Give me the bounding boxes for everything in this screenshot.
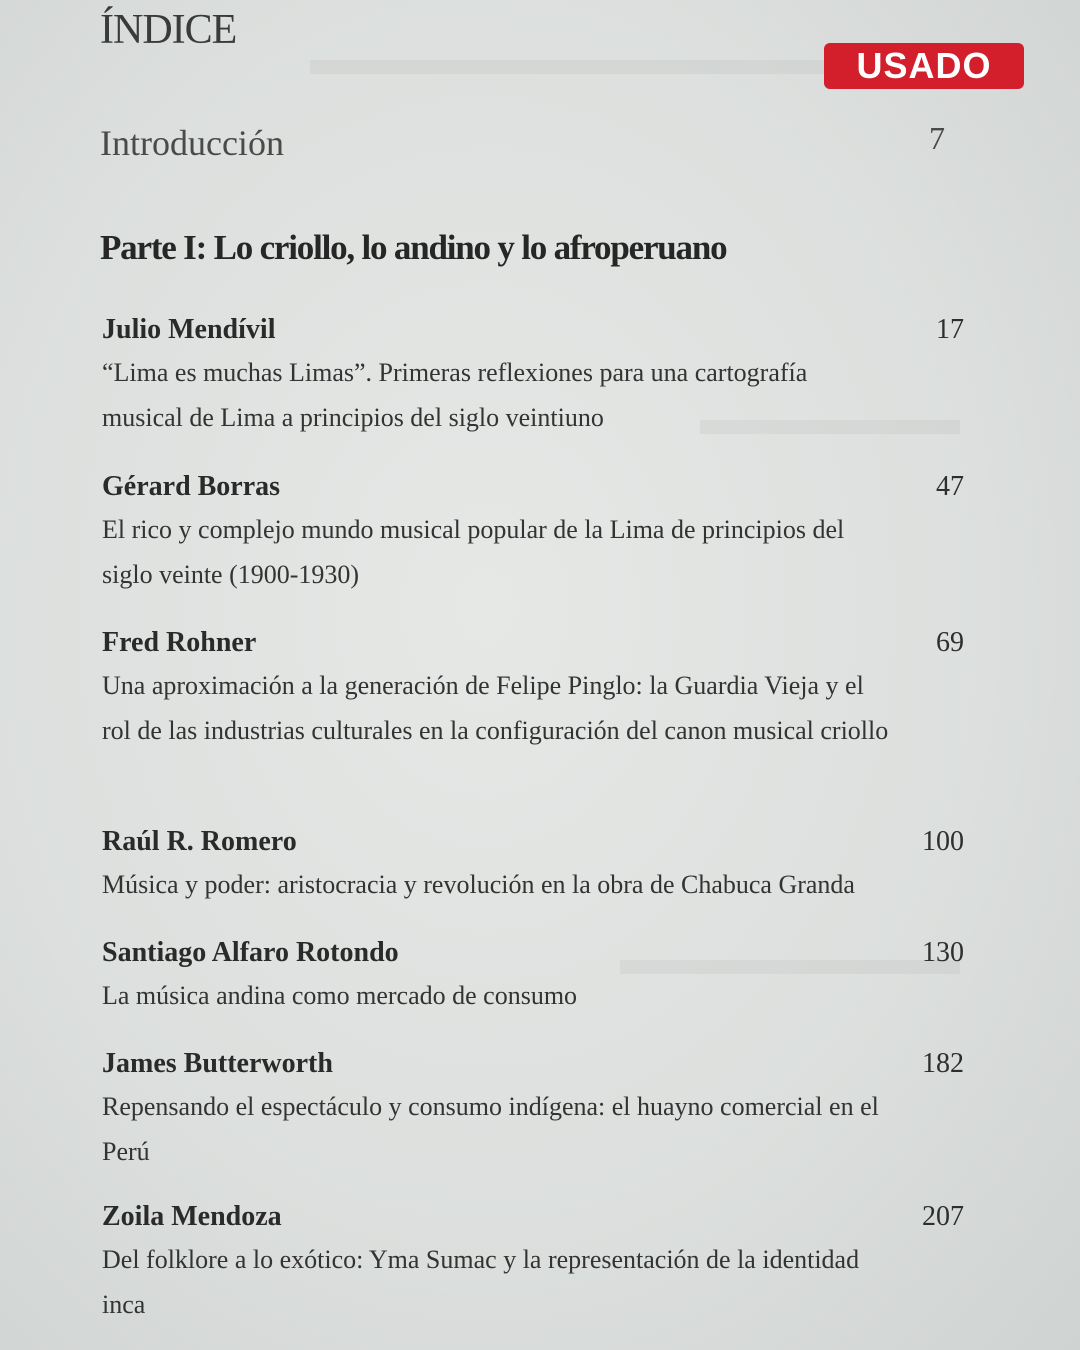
entry-author: Zoila Mendoza <box>102 1201 282 1232</box>
entry-page-number: 130 <box>922 937 964 968</box>
entry-title: Repensando el espectáculo y consumo indígena: el huayno comercial en el Perú <box>102 1092 879 1166</box>
toc-entry <box>102 1044 964 1174</box>
entry-page-number: 69 <box>936 627 964 658</box>
toc-entry <box>102 933 964 1018</box>
entry-page-number: 100 <box>922 826 964 857</box>
entry-author: Fred Rohner <box>102 627 257 658</box>
show-through-decoration <box>310 60 870 74</box>
toc-entry <box>102 310 964 440</box>
entry-page-number: 17 <box>936 314 964 345</box>
entry-author: Gérard Borras <box>102 471 281 502</box>
introduction-label: Introducción <box>100 123 284 163</box>
entry-title: Una aproximación a la generación de Felipe Pinglo: la Guardia Vieja y el rol de las industrias culturales en la configuración del canon musical criollo <box>102 671 889 745</box>
introduction-entry <box>100 122 945 164</box>
entry-author: Raúl R. Romero <box>102 826 297 857</box>
introduction-page-number: 7 <box>929 120 945 156</box>
entry-title: La música andina como mercado de consumo <box>102 981 578 1010</box>
entry-page-number: 47 <box>936 471 964 502</box>
entry-page-number: 207 <box>922 1201 964 1232</box>
entry-page-number: 182 <box>922 1048 964 1079</box>
entry-title: Del folklore a lo exótico: Yma Sumac y la representación de la identidad inca <box>102 1245 860 1319</box>
part-title: Parte I: Lo criollo, lo andino y lo afroperuano <box>100 228 727 267</box>
entry-title: El rico y complejo mundo musical popular de la Lima de principios del siglo veinte (1900-1930) <box>102 515 845 589</box>
entry-title: Música y poder: aristocracia y revolución en la obra de Chabuca Granda <box>102 870 855 899</box>
entry-title: “Lima es muchas Limas”. Primeras reflexiones para una cartografía musical de Lima a principios del siglo veintiuno <box>102 358 808 432</box>
entry-author: James Butterworth <box>102 1048 333 1079</box>
toc-entry <box>102 822 964 907</box>
entry-author: Julio Mendívil <box>102 314 276 345</box>
used-badge: USADO <box>824 43 1024 89</box>
entry-author: Santiago Alfaro Rotondo <box>102 937 399 968</box>
toc-entry <box>102 467 964 597</box>
page-title: ÍNDICE <box>100 7 237 53</box>
toc-entry <box>102 623 964 753</box>
toc-entry <box>102 1197 964 1327</box>
